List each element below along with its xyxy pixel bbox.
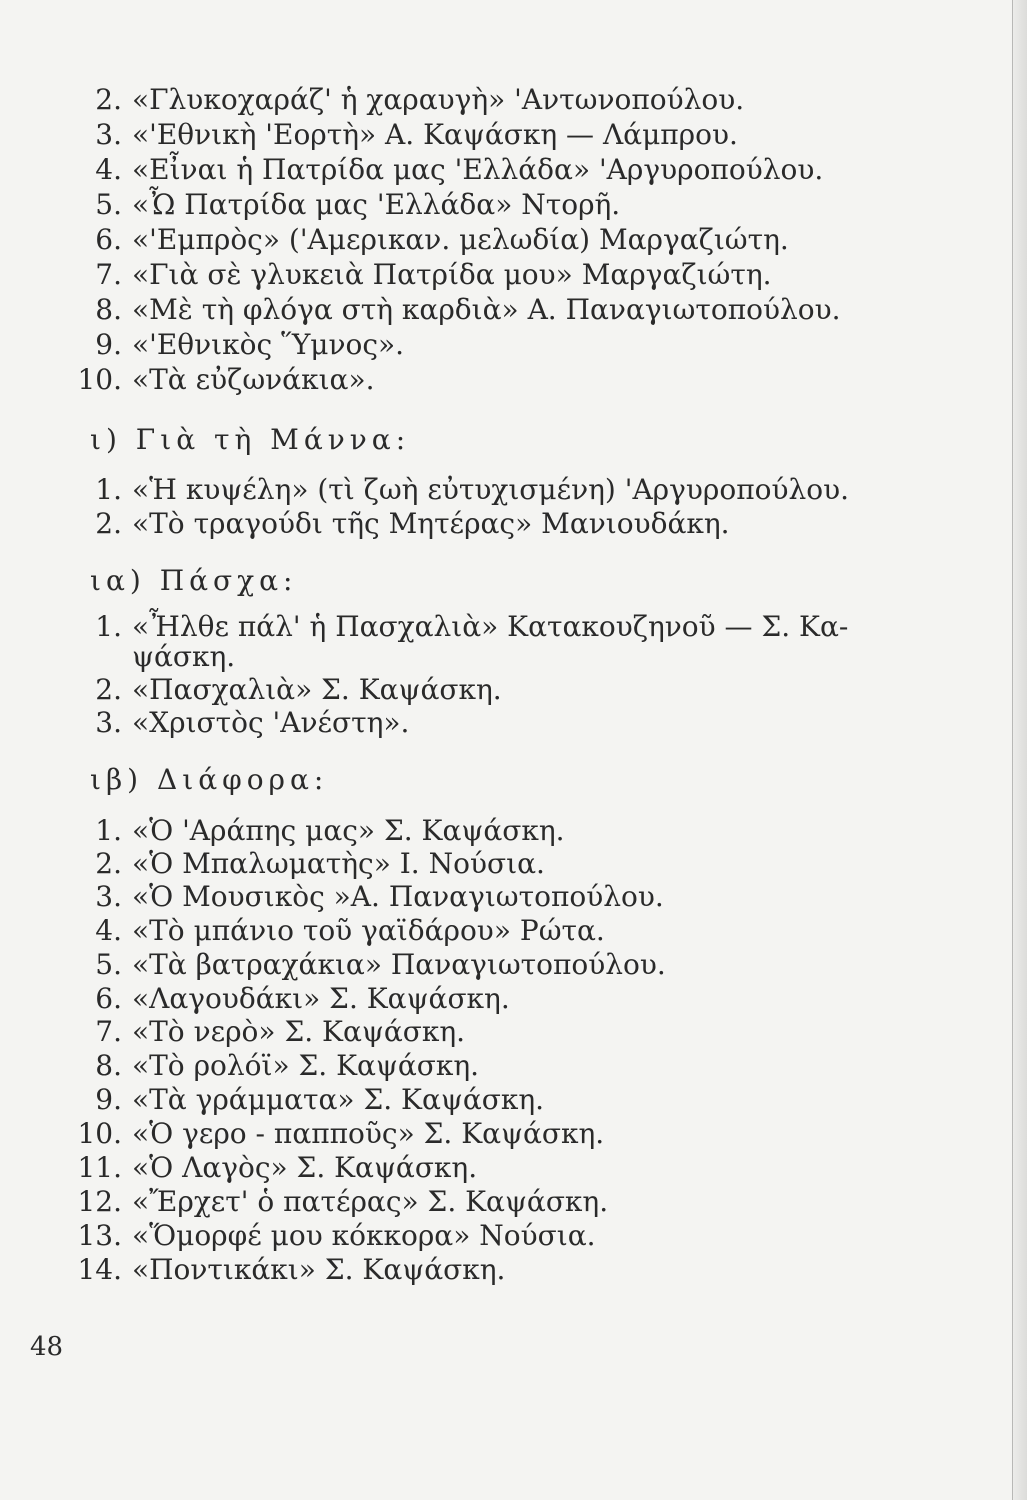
item-number: 5. <box>95 948 122 981</box>
item-text: «Ὅμορφέ μου κόκκορα» Νούσια. <box>132 1219 596 1252</box>
item-text: «Ὁ Μουσικὸς »Α. Παναγιωτοπούλου. <box>132 880 664 913</box>
list-item <box>60 1253 505 1287</box>
list-item <box>60 1117 604 1151</box>
item-number: 7. <box>95 1015 122 1048</box>
list-item <box>60 847 545 881</box>
list-item <box>60 328 404 362</box>
list-item <box>60 223 789 257</box>
list-item <box>60 880 664 914</box>
item-number: 2. <box>95 847 122 880</box>
item-text: «Τὸ ρολόϊ» Σ. Καψάσκη. <box>132 1049 480 1082</box>
list-item <box>60 153 823 187</box>
list-item <box>60 1083 544 1117</box>
item-number: 1. <box>95 473 122 506</box>
item-text: «Ὦ Πατρίδα μας 'Ελλάδα» Ντορῆ. <box>132 188 621 221</box>
list-item <box>60 258 772 292</box>
list-item <box>60 363 375 397</box>
item-text: «Τὸ τραγούδι τῆς Μητέρας» Μανιουδάκη. <box>132 507 730 540</box>
item-number: 7. <box>95 258 122 291</box>
section-heading-easter: ια) Πάσχα: <box>90 564 298 597</box>
item-number: 4. <box>95 153 122 186</box>
item-number: 13. <box>77 1219 122 1252</box>
item-number: 1. <box>95 814 122 847</box>
item-number: 3. <box>95 880 122 913</box>
section-heading-mother: ι) Γιὰ τὴ Μάννα: <box>90 423 411 456</box>
item-text: «Μὲ τὴ φλόγα στὴ καρδιὰ» Α. Παναγιωτοπούλου. <box>132 293 841 326</box>
item-text: «'Εθνικὴ 'Εορτὴ» Α. Καψάσκη — Λάμπρου. <box>132 118 738 151</box>
item-number: 8. <box>95 293 122 326</box>
list-item <box>60 1151 477 1185</box>
item-number: 12. <box>77 1185 122 1218</box>
item-text: «Ὁ Λαγὸς» Σ. Καψάσκη. <box>132 1151 478 1184</box>
item-text: «Ὁ Μπαλωματὴς» Ι. Νούσια. <box>132 847 545 880</box>
item-text: «Πασχαλιὰ» Σ. Καψάσκη. <box>132 673 502 706</box>
item-number: 8. <box>95 1049 122 1082</box>
item-number: 6. <box>95 982 122 1015</box>
item-text: «Γιὰ σὲ γλυκειὰ Πατρίδα μου» Μαργαζιώτη. <box>132 258 772 291</box>
item-text: «Λαγουδάκι» Σ. Καψάσκη. <box>132 982 510 1015</box>
item-text: «Ἦλθε πάλ' ἡ Πασχαλιὰ» Κατακουζηνοῦ — Σ. Κα- <box>132 610 849 643</box>
item-text: «Τὰ βατραχάκια» Παναγιωτοπούλου. <box>132 948 666 981</box>
item-number: 4. <box>95 914 122 947</box>
list-item <box>60 1185 608 1219</box>
item-number: 10. <box>77 363 122 396</box>
item-text: «'Εθνικὸς Ὕμνος». <box>132 328 405 361</box>
item-text: «Τὸ μπάνιο τοῦ γαϊδάρου» Ρώτα. <box>132 914 605 947</box>
list-item <box>60 473 849 507</box>
item-number: 9. <box>95 328 122 361</box>
item-text: «'Εμπρὸς» ('Αμερικαν. μελωδία) Μαργαζιώτη. <box>132 223 789 256</box>
item-text: «Ποντικάκι» Σ. Καψάσκη. <box>132 1253 506 1286</box>
list-item <box>60 982 510 1016</box>
item-number: 2. <box>95 83 122 116</box>
item-number: 6. <box>95 223 122 256</box>
item-number: 11. <box>77 1151 122 1184</box>
list-item <box>60 83 744 117</box>
item-number: 2. <box>95 507 122 540</box>
item-number: 1. <box>95 610 122 643</box>
list-item <box>60 948 666 982</box>
list-item <box>60 1219 596 1253</box>
item-text: «Ἡ κυψέλη» (τὶ ζωὴ εὐτυχισμένη) 'Αργυροπούλου. <box>132 473 850 506</box>
item-number: 5. <box>95 188 122 221</box>
page-edge <box>1012 0 1027 1500</box>
list-item <box>60 914 605 948</box>
list-item <box>60 293 841 327</box>
list-item <box>60 814 565 848</box>
item-text: «Γλυκοχαράζ' ἡ χαραυγὴ» 'Αντωνοπούλου. <box>132 83 745 116</box>
list-item <box>60 706 409 740</box>
item-text: «Ὁ γερο - παπποῦς» Σ. Καψάσκη. <box>132 1117 605 1150</box>
list-item <box>60 1015 465 1049</box>
item-number: 14. <box>77 1253 122 1286</box>
list-item <box>60 610 848 644</box>
item-text: «Εἶναι ἡ Πατρίδα μας 'Ελλάδα» 'Αργυροπούλου. <box>132 153 824 186</box>
item-number: 3. <box>95 118 122 151</box>
item-text-continuation: ψάσκη. <box>132 640 236 673</box>
item-text: «Τὰ εὐζωνάκια». <box>132 363 375 396</box>
item-text: «Χριστὸς 'Ανέστη». <box>132 706 410 739</box>
section-heading-misc: ιβ) Διάφορα: <box>90 763 329 796</box>
item-number: 2. <box>95 673 122 706</box>
list-item <box>60 1049 479 1083</box>
item-text: «Τὸ νερὸ» Σ. Καψάσκη. <box>132 1015 466 1048</box>
list-item <box>60 673 502 707</box>
item-number: 3. <box>95 706 122 739</box>
item-text: «Ὁ 'Αράπης μας» Σ. Καψάσκη. <box>132 814 565 847</box>
item-number: 9. <box>95 1083 122 1116</box>
page-number: 48 <box>30 1332 64 1362</box>
list-item <box>60 118 738 152</box>
list-item <box>60 507 730 541</box>
item-text: «Τὰ γράμματα» Σ. Καψάσκη. <box>132 1083 545 1116</box>
list-item <box>60 188 620 222</box>
item-text: «Ἔρχετ' ὁ πατέρας» Σ. Καψάσκη. <box>132 1185 609 1218</box>
item-number: 10. <box>77 1117 122 1150</box>
